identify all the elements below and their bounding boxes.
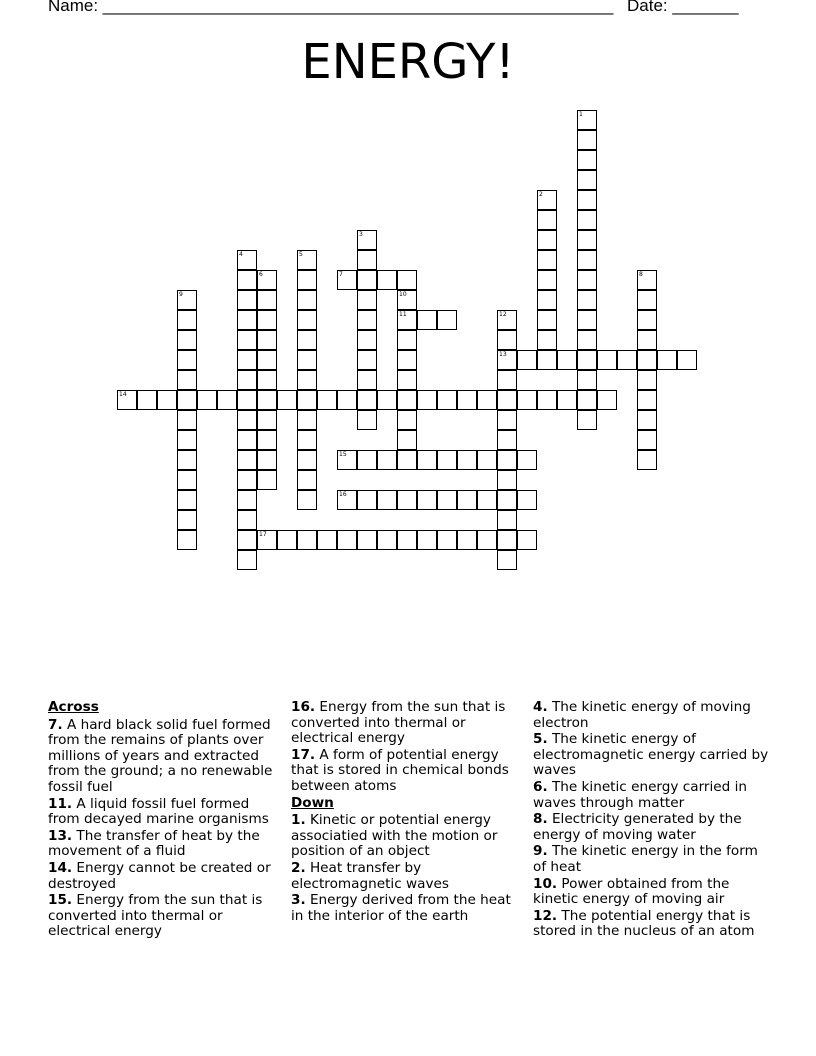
- grid-cell[interactable]: [397, 410, 417, 430]
- grid-cell[interactable]: [637, 350, 657, 370]
- grid-cell[interactable]: [577, 210, 597, 230]
- grid-cell[interactable]: [357, 410, 377, 430]
- grid-cell[interactable]: [237, 290, 257, 310]
- grid-cell[interactable]: [177, 430, 197, 450]
- grid-cell[interactable]: [177, 470, 197, 490]
- grid-cell[interactable]: [377, 490, 397, 510]
- clue-number: 1.: [291, 812, 306, 829]
- cell-number: 8: [639, 271, 643, 278]
- grid-cell[interactable]: [237, 310, 257, 330]
- name-field: Name: ______________________________________________________: [48, 0, 614, 15]
- grid-cell[interactable]: [277, 390, 297, 410]
- clue-down-3: [291, 893, 521, 924]
- grid-cell[interactable]: [157, 390, 177, 410]
- cell-number: 14: [119, 391, 127, 398]
- grid-cell[interactable]: [257, 290, 277, 310]
- grid-cell[interactable]: [177, 530, 197, 550]
- grid-cell[interactable]: [537, 190, 557, 210]
- grid-cell[interactable]: [337, 490, 357, 510]
- clue-text: A liquid fossil fuel formed from decayed marine organisms: [48, 795, 269, 828]
- grid-cell[interactable]: [457, 490, 477, 510]
- grid-cell[interactable]: [257, 470, 277, 490]
- grid-cell[interactable]: [637, 410, 657, 430]
- grid-cell[interactable]: [237, 530, 257, 550]
- cell-number: 1: [579, 111, 583, 118]
- grid-cell[interactable]: [357, 250, 377, 270]
- grid-cell[interactable]: [397, 450, 417, 470]
- grid-cell[interactable]: [577, 350, 597, 370]
- grid-cell[interactable]: [497, 310, 517, 330]
- grid-cell[interactable]: [317, 530, 337, 550]
- grid-cell[interactable]: [377, 530, 397, 550]
- grid-cell[interactable]: [297, 410, 317, 430]
- clue-number: 9.: [533, 843, 548, 860]
- grid-cell[interactable]: [417, 530, 437, 550]
- grid-cell[interactable]: [497, 470, 517, 490]
- cell-number: 17: [259, 531, 267, 538]
- grid-cell[interactable]: [577, 290, 597, 310]
- clue-across-17: [291, 748, 521, 795]
- grid-cell[interactable]: [237, 510, 257, 530]
- cell-number: 10: [399, 291, 407, 298]
- grid-cell[interactable]: [357, 310, 377, 330]
- grid-cell[interactable]: [517, 490, 537, 510]
- clue-text: The kinetic energy of electromagnetic energy carried by waves: [533, 731, 769, 779]
- cell-number: 12: [499, 311, 507, 318]
- date-field: Date: _______: [627, 0, 739, 15]
- grid-cell[interactable]: [497, 510, 517, 530]
- grid-cell[interactable]: [237, 490, 257, 510]
- cell-number: 15: [339, 451, 347, 458]
- grid-cell[interactable]: [537, 330, 557, 350]
- grid-cell[interactable]: [237, 270, 257, 290]
- clue-number: 15.: [48, 892, 73, 909]
- grid-cell[interactable]: [437, 310, 457, 330]
- grid-cell[interactable]: [417, 390, 437, 410]
- grid-cell[interactable]: [297, 350, 317, 370]
- grid-cell[interactable]: [577, 250, 597, 270]
- grid-cell[interactable]: [657, 350, 677, 370]
- grid-cell[interactable]: [617, 350, 637, 370]
- grid-cell[interactable]: [357, 390, 377, 410]
- grid-cell[interactable]: [497, 490, 517, 510]
- grid-cell[interactable]: [257, 390, 277, 410]
- grid-cell[interactable]: [257, 270, 277, 290]
- clue-number: 2.: [291, 859, 306, 876]
- grid-cell[interactable]: [577, 370, 597, 390]
- grid-cell[interactable]: [297, 250, 317, 270]
- clue-text: Electricity generated by the energy of moving water: [533, 811, 742, 843]
- cell-number: 5: [299, 251, 303, 258]
- clue-text: A hard black solid fuel formed from the remains of plants over millions of years and extracted from the ground; a no renewable fossil fuel: [48, 716, 273, 795]
- grid-cell[interactable]: [357, 450, 377, 470]
- clue-down-2: [291, 861, 521, 892]
- cell-number: 9: [179, 291, 183, 298]
- clue-number: 12.: [533, 907, 558, 924]
- down-heading: Down: [291, 794, 334, 811]
- grid-cell[interactable]: [597, 350, 617, 370]
- grid-cell[interactable]: [337, 530, 357, 550]
- grid-cell[interactable]: [637, 310, 657, 330]
- grid-cell[interactable]: [377, 450, 397, 470]
- grid-cell[interactable]: [577, 390, 597, 410]
- grid-cell[interactable]: [477, 490, 497, 510]
- grid-cell[interactable]: [297, 470, 317, 490]
- grid-cell[interactable]: [457, 450, 477, 470]
- grid-cell[interactable]: [677, 350, 697, 370]
- grid-cell[interactable]: [177, 510, 197, 530]
- grid-cell[interactable]: [457, 390, 477, 410]
- grid-cell[interactable]: [557, 390, 577, 410]
- clue-across-14: [48, 861, 280, 892]
- cell-number: 7: [339, 271, 343, 278]
- grid-cell[interactable]: [177, 370, 197, 390]
- clue-across-15: [48, 893, 280, 940]
- clue-number: 16.: [291, 699, 316, 715]
- grid-cell[interactable]: [497, 450, 517, 470]
- grid-cell[interactable]: [337, 450, 357, 470]
- grid-cell[interactable]: [637, 370, 657, 390]
- grid-cell[interactable]: [397, 290, 417, 310]
- clue-number: 6.: [533, 778, 548, 795]
- grid-cell[interactable]: [417, 450, 437, 470]
- grid-cell[interactable]: [397, 530, 417, 550]
- clue-text: The kinetic energy of moving electron: [533, 699, 751, 731]
- grid-cell[interactable]: [537, 210, 557, 230]
- grid-cell[interactable]: [477, 530, 497, 550]
- grid-cell[interactable]: [257, 310, 277, 330]
- grid-cell[interactable]: [517, 390, 537, 410]
- grid-cell[interactable]: [597, 390, 617, 410]
- grid-cell[interactable]: [297, 310, 317, 330]
- cell-number: 16: [339, 491, 347, 498]
- clue-down-10: [533, 877, 773, 908]
- grid-cell[interactable]: [237, 450, 257, 470]
- grid-cell[interactable]: [497, 350, 517, 370]
- cell-number: 4: [239, 251, 243, 258]
- clue-down-8: [533, 812, 773, 843]
- cell-number: 3: [359, 231, 363, 238]
- grid-cell[interactable]: [637, 390, 657, 410]
- grid-cell[interactable]: [237, 430, 257, 450]
- clue-down-9: [533, 844, 773, 875]
- grid-cell[interactable]: [517, 350, 537, 370]
- grid-cell[interactable]: [497, 390, 517, 410]
- grid-cell[interactable]: [377, 270, 397, 290]
- clue-text: The kinetic energy carried in waves through matter: [533, 778, 747, 811]
- clue-down-12: [533, 909, 773, 940]
- grid-cell[interactable]: [577, 310, 597, 330]
- grid-cell[interactable]: [537, 390, 557, 410]
- grid-cell[interactable]: [377, 390, 397, 410]
- clue-number: 8.: [533, 811, 548, 828]
- clue-number: 3.: [291, 892, 306, 909]
- grid-cell[interactable]: [177, 330, 197, 350]
- clue-text: Power obtained from the kinetic energy of moving air: [533, 875, 730, 908]
- grid-cell[interactable]: [357, 490, 377, 510]
- grid-cell[interactable]: [357, 530, 377, 550]
- grid-cell[interactable]: [397, 490, 417, 510]
- clue-text: The potential energy that is stored in the nucleus of an atom: [533, 907, 755, 940]
- grid-cell[interactable]: [517, 530, 537, 550]
- cell-number: 13: [499, 351, 507, 358]
- grid-cell[interactable]: [397, 390, 417, 410]
- clue-number: 14.: [48, 859, 73, 876]
- clue-text: Energy cannot be created or destroyed: [48, 859, 271, 892]
- clue-across-16: [291, 700, 521, 747]
- grid-cell[interactable]: [177, 450, 197, 470]
- grid-cell[interactable]: [437, 490, 457, 510]
- across-heading: Across: [48, 699, 99, 715]
- clue-text: Energy derived from the heat in the interior of the earth: [291, 892, 511, 924]
- grid-cell[interactable]: [577, 110, 597, 130]
- grid-cell[interactable]: [297, 290, 317, 310]
- grid-cell[interactable]: [237, 350, 257, 370]
- clue-number: 4.: [533, 699, 548, 715]
- clue-column-1: [48, 700, 280, 941]
- grid-cell[interactable]: [357, 230, 377, 250]
- grid-cell[interactable]: [297, 390, 317, 410]
- grid-cell[interactable]: [497, 530, 517, 550]
- clue-across-11: [48, 797, 280, 828]
- grid-cell[interactable]: [277, 530, 297, 550]
- grid-cell[interactable]: [257, 450, 277, 470]
- grid-cell[interactable]: [577, 170, 597, 190]
- grid-cell[interactable]: [417, 490, 437, 510]
- grid-cell[interactable]: [237, 550, 257, 570]
- grid-cell[interactable]: [337, 270, 357, 290]
- grid-cell[interactable]: [177, 350, 197, 370]
- clue-across-13: [48, 829, 280, 860]
- grid-cell[interactable]: [437, 530, 457, 550]
- grid-cell[interactable]: [357, 330, 377, 350]
- clue-text: The transfer of heat by the movement of a fluid: [48, 827, 260, 860]
- cell-number: 2: [539, 191, 543, 198]
- grid-cell[interactable]: [237, 390, 257, 410]
- grid-cell[interactable]: [517, 450, 537, 470]
- grid-cell[interactable]: [237, 330, 257, 350]
- grid-cell[interactable]: [437, 450, 457, 470]
- clue-text: The kinetic energy in the form of heat: [533, 843, 758, 875]
- grid-cell[interactable]: [257, 370, 277, 390]
- grid-cell[interactable]: [237, 470, 257, 490]
- grid-cell[interactable]: [177, 290, 197, 310]
- grid-cell[interactable]: [457, 530, 477, 550]
- clue-text: Kinetic or potential energy associatied with the motion or position of an object: [291, 812, 498, 860]
- grid-cell[interactable]: [357, 350, 377, 370]
- grid-cell[interactable]: [357, 270, 377, 290]
- grid-cell[interactable]: [537, 230, 557, 250]
- clue-number: 11.: [48, 795, 73, 812]
- grid-cell[interactable]: [557, 350, 577, 370]
- grid-cell[interactable]: [297, 430, 317, 450]
- grid-cell[interactable]: [297, 490, 317, 510]
- grid-cell[interactable]: [497, 330, 517, 350]
- clue-down-1: [291, 813, 521, 860]
- puzzle-title: ENERGY!: [301, 34, 515, 90]
- clue-text: Heat transfer by electromagnetic waves: [291, 859, 449, 892]
- grid-cell[interactable]: [177, 490, 197, 510]
- cell-number: 6: [259, 271, 263, 278]
- grid-cell[interactable]: [577, 330, 597, 350]
- clue-down-4: [533, 700, 773, 731]
- grid-cell[interactable]: [297, 330, 317, 350]
- grid-cell[interactable]: [397, 350, 417, 370]
- grid-cell[interactable]: [537, 290, 557, 310]
- clue-number: 13.: [48, 827, 73, 844]
- grid-cell[interactable]: [537, 270, 557, 290]
- grid-cell[interactable]: [637, 270, 657, 290]
- clue-text: Energy from the sun that is converted into thermal or electrical energy: [291, 699, 506, 747]
- grid-cell[interactable]: [137, 390, 157, 410]
- grid-cell[interactable]: [577, 150, 597, 170]
- grid-cell[interactable]: [637, 450, 657, 470]
- clue-number: 10.: [533, 875, 558, 892]
- clue-text: Energy from the sun that is converted into thermal or electrical energy: [48, 892, 263, 940]
- grid-cell[interactable]: [177, 310, 197, 330]
- grid-cell[interactable]: [537, 310, 557, 330]
- clue-text: A form of potential energy that is stored in chemical bonds between atoms: [291, 746, 509, 794]
- grid-cell[interactable]: [257, 410, 277, 430]
- grid-cell[interactable]: [637, 290, 657, 310]
- grid-cell[interactable]: [497, 430, 517, 450]
- grid-cell[interactable]: [237, 370, 257, 390]
- grid-cell[interactable]: [397, 270, 417, 290]
- grid-cell[interactable]: [477, 450, 497, 470]
- grid-cell[interactable]: [437, 390, 457, 410]
- clue-down-5: [533, 732, 773, 779]
- clue-number: 17.: [291, 746, 316, 763]
- grid-cell[interactable]: [257, 330, 277, 350]
- grid-cell[interactable]: [537, 250, 557, 270]
- grid-cell[interactable]: [337, 390, 357, 410]
- grid-cell[interactable]: [577, 410, 597, 430]
- grid-cell[interactable]: [397, 370, 417, 390]
- grid-cell[interactable]: [297, 450, 317, 470]
- clue-down-6: [533, 780, 773, 811]
- grid-cell[interactable]: [497, 370, 517, 390]
- cell-number: 11: [399, 311, 407, 318]
- grid-cell[interactable]: [477, 390, 497, 410]
- grid-cell[interactable]: [117, 390, 137, 410]
- grid-cell[interactable]: [317, 390, 337, 410]
- grid-cell[interactable]: [577, 230, 597, 250]
- grid-cell[interactable]: [237, 410, 257, 430]
- grid-cell[interactable]: [257, 530, 277, 550]
- grid-cell[interactable]: [357, 290, 377, 310]
- grid-cell[interactable]: [177, 390, 197, 410]
- grid-cell[interactable]: [397, 430, 417, 450]
- grid-cell[interactable]: [237, 250, 257, 270]
- grid-cell[interactable]: [577, 130, 597, 150]
- clue-number: 5.: [533, 731, 548, 748]
- grid-cell[interactable]: [397, 310, 417, 330]
- clue-number: 7.: [48, 716, 63, 733]
- grid-cell[interactable]: [217, 390, 237, 410]
- grid-cell[interactable]: [417, 310, 437, 330]
- grid-cell[interactable]: [637, 330, 657, 350]
- grid-cell[interactable]: [197, 390, 217, 410]
- grid-cell[interactable]: [357, 370, 377, 390]
- grid-cell[interactable]: [397, 330, 417, 350]
- grid-cell[interactable]: [497, 550, 517, 570]
- grid-cell[interactable]: [257, 430, 277, 450]
- clue-column-3: [533, 700, 773, 941]
- clue-across-7: [48, 718, 280, 796]
- grid-cell[interactable]: [297, 370, 317, 390]
- grid-cell[interactable]: [577, 190, 597, 210]
- grid-cell[interactable]: [637, 430, 657, 450]
- grid-cell[interactable]: [297, 530, 317, 550]
- grid-cell[interactable]: [577, 270, 597, 290]
- grid-cell[interactable]: [177, 410, 197, 430]
- grid-cell[interactable]: [257, 350, 277, 370]
- grid-cell[interactable]: [537, 350, 557, 370]
- grid-cell[interactable]: [297, 270, 317, 290]
- grid-cell[interactable]: [497, 410, 517, 430]
- clue-column-2: [291, 700, 521, 925]
